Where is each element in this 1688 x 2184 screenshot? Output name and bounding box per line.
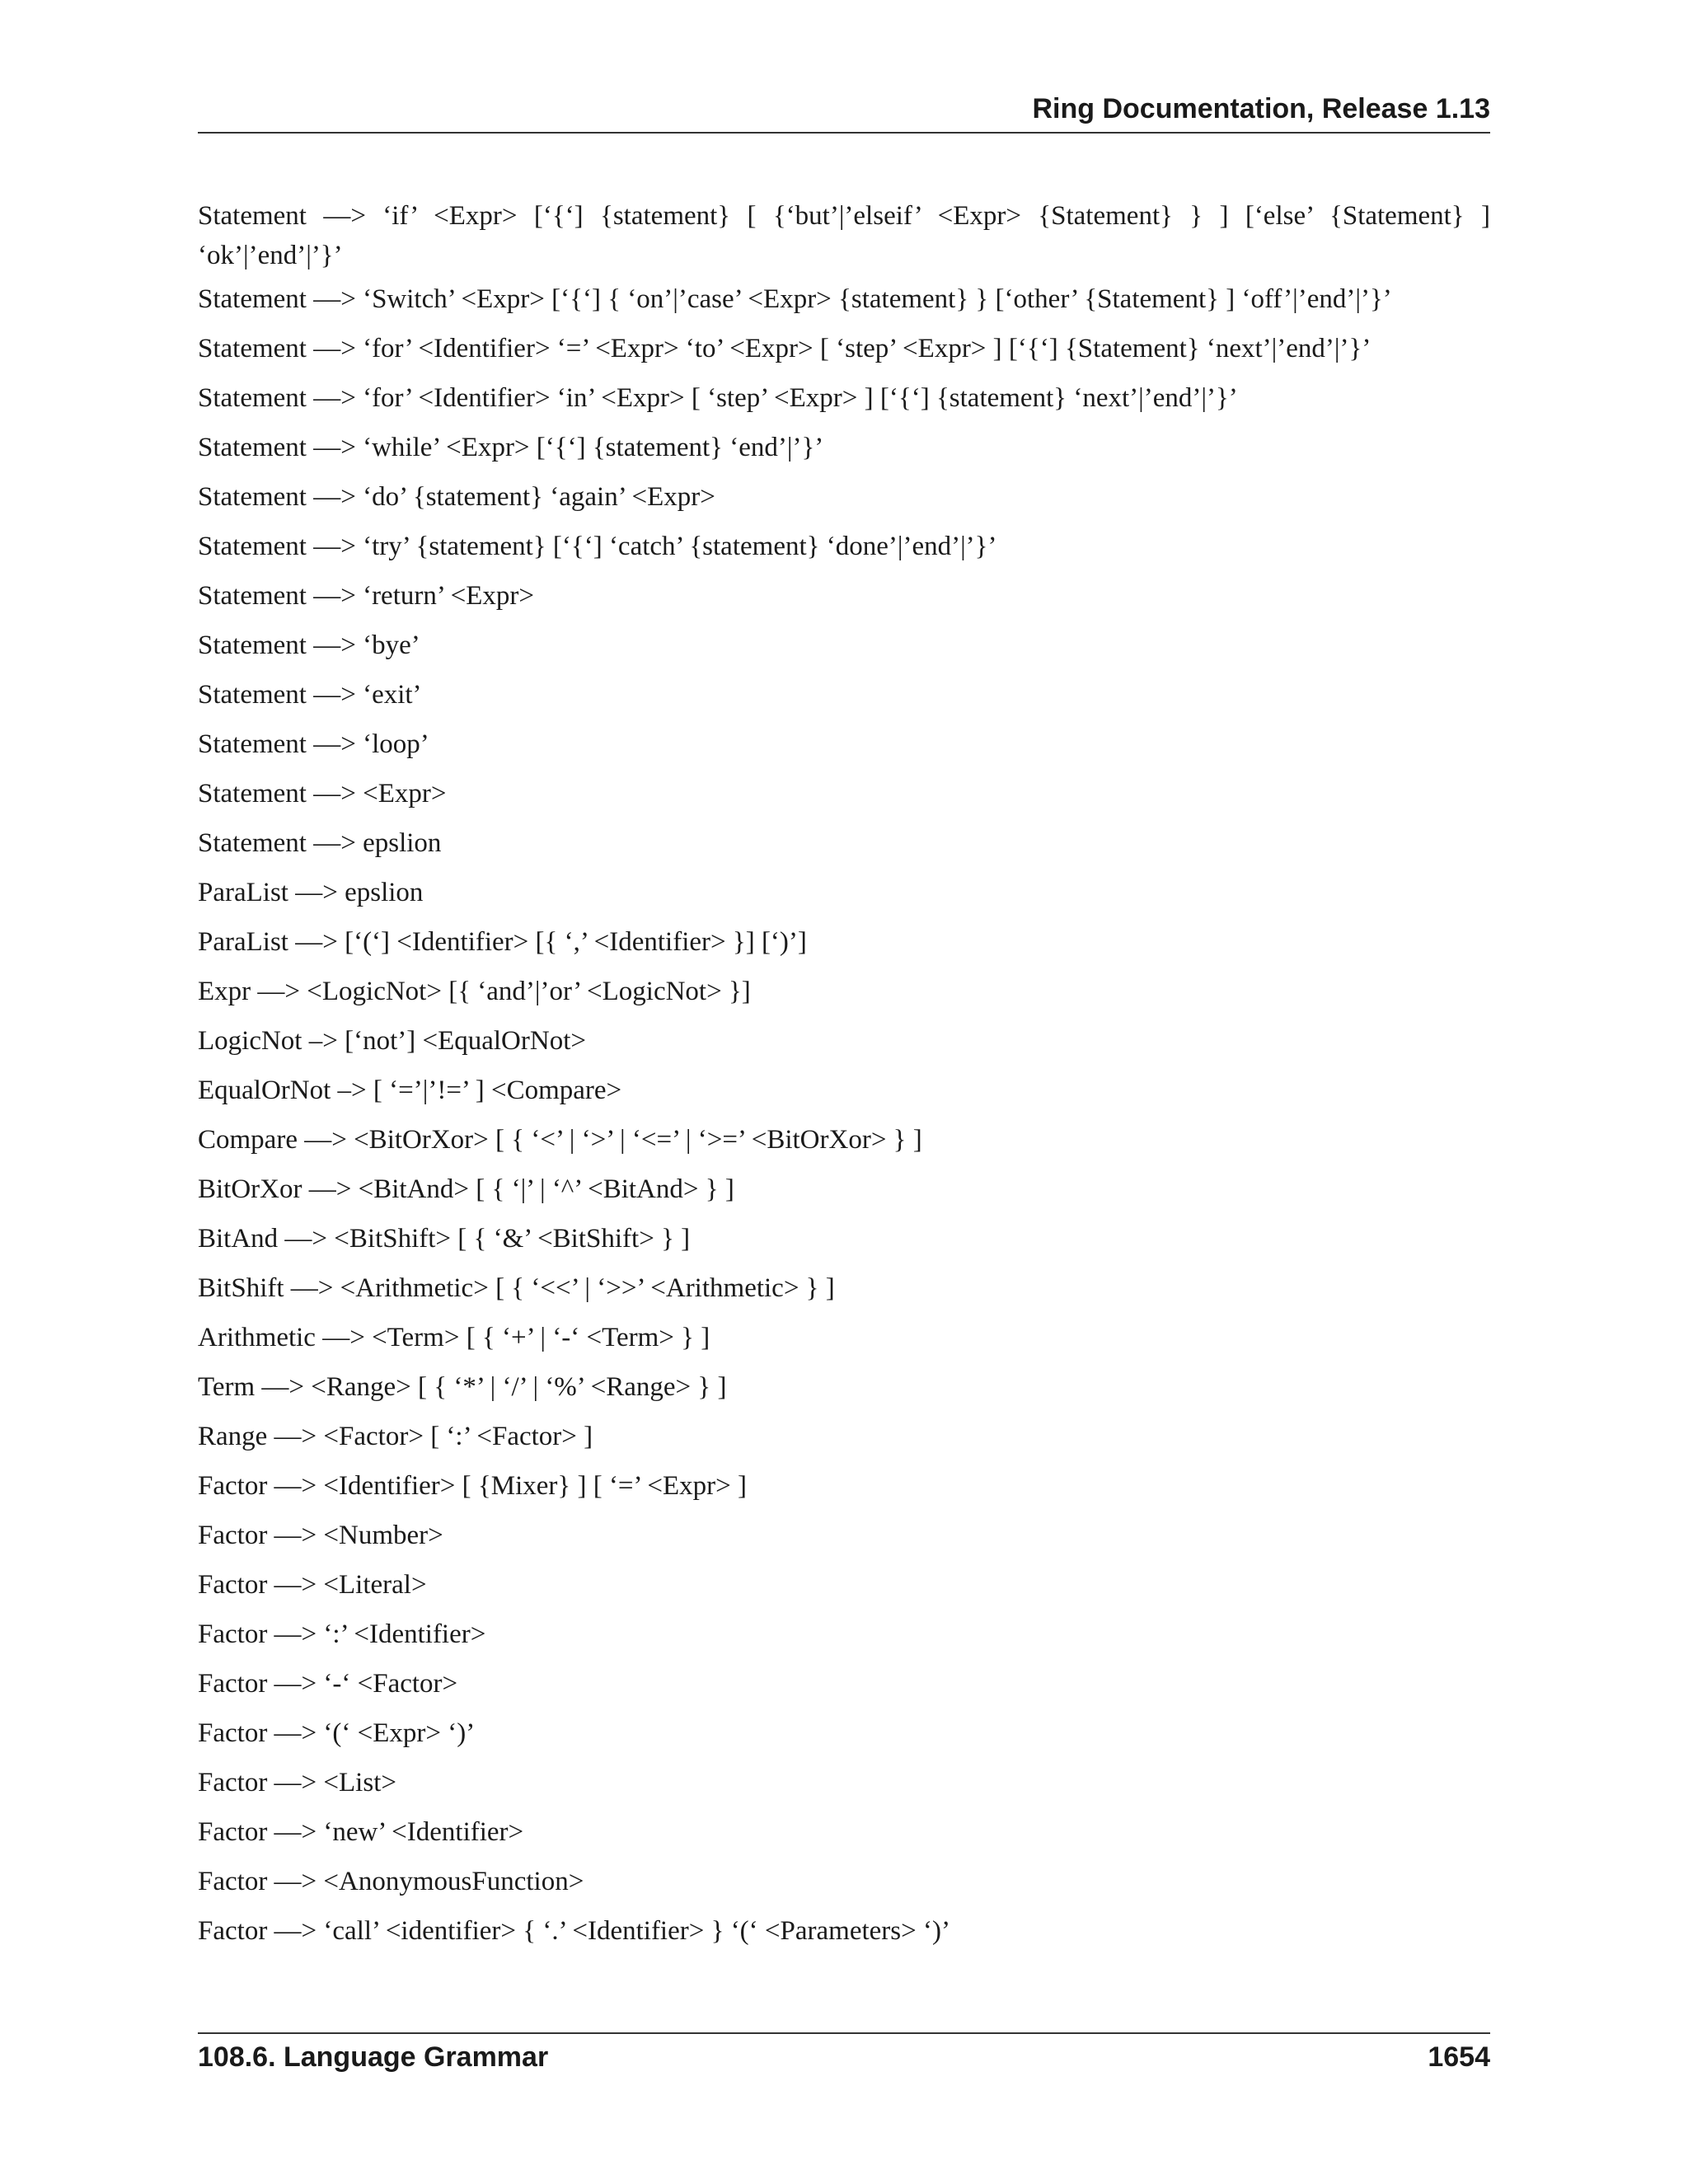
- grammar-rule: Compare —> <BitOrXor> [ { ‘<’ | ‘>’ | ‘<=’ | ‘>=’ <BitOrXor> } ]: [198, 1125, 922, 1155]
- grammar-rule: ParaList —> epslion: [198, 878, 424, 907]
- grammar-rule: Arithmetic —> <Term> [ { ‘+’ | ‘-‘ <Term> } ]: [198, 1323, 710, 1352]
- grammar-rule: Statement —> ‘do’ {statement} ‘again’ <Expr>: [198, 482, 715, 512]
- grammar-rule: Statement —> ‘for’ <Identifier> ‘=’ <Expr> ‘to’ <Expr> [ ‘step’ <Expr> ] [‘{‘] {Statement} ‘next’|’end’|’}’: [198, 334, 1372, 363]
- grammar-rule: Factor —> ‘:’ <Identifier>: [198, 1619, 486, 1649]
- grammar-rule: Statement —> ‘if’ <Expr> [‘{‘] {statement} [ {‘but’|’elseif’ <Expr> {Statement} } ] [‘else’ {Statement} ] ‘ok’|’end’|’}’: [198, 201, 1490, 270]
- grammar-rule: Statement —> ‘for’ <Identifier> ‘in’ <Expr> [ ‘step’ <Expr> ] [‘{‘] {statement} ‘next’|’end’|’}’: [198, 383, 1238, 413]
- page-header: [198, 89, 1490, 134]
- grammar-rule: Factor —> <Literal>: [198, 1570, 427, 1600]
- grammar-rule: Factor —> <AnonymousFunction>: [198, 1867, 584, 1896]
- grammar-rule: Factor —> ‘-‘ <Factor>: [198, 1669, 458, 1699]
- document-title: Ring Documentation, Release 1.13: [1032, 93, 1490, 124]
- grammar-rule: Statement —> ‘exit’: [198, 680, 422, 710]
- grammar-rule: Factor —> ‘call’ <identifier> { ‘.’ <Identifier> } ‘(‘ <Parameters> ‘)’: [198, 1916, 950, 1946]
- grammar-rule: Factor —> ‘new’ <Identifier>: [198, 1817, 524, 1847]
- page-number: 1654: [1428, 2041, 1490, 2073]
- grammar-rule: Statement —> ‘try’ {statement} [‘{‘] ‘catch’ {statement} ‘done’|’end’|’}’: [198, 532, 997, 561]
- grammar-rule: BitOrXor —> <BitAnd> [ { ‘|’ | ‘^’ <BitAnd> } ]: [198, 1174, 734, 1204]
- grammar-rule: Range —> <Factor> [ ‘:’ <Factor> ]: [198, 1422, 593, 1451]
- grammar-rule: Factor —> <Number>: [198, 1521, 443, 1550]
- grammar-rule: BitShift —> <Arithmetic> [ { ‘<<’ | ‘>>’ <Arithmetic> } ]: [198, 1273, 835, 1303]
- grammar-rule: Statement —> ‘while’ <Expr> [‘{‘] {statement} ‘end’|’}’: [198, 433, 824, 462]
- section-title: 108.6. Language Grammar: [198, 2041, 549, 2073]
- page-footer: [198, 2032, 1490, 2080]
- grammar-rule: Factor —> ‘(‘ <Expr> ‘)’: [198, 1718, 476, 1748]
- grammar-rule: Statement —> ‘loop’: [198, 729, 429, 759]
- grammar-rule: Factor —> <List>: [198, 1768, 396, 1797]
- grammar-rule: LogicNot –> [‘not’] <EqualOrNot>: [198, 1026, 586, 1056]
- grammar-rule: Factor —> <Identifier> [ {Mixer} ] [ ‘=’ <Expr> ]: [198, 1471, 747, 1501]
- grammar-rule: Term —> <Range> [ { ‘*’ | ‘/’ | ‘%’ <Range> } ]: [198, 1372, 727, 1402]
- grammar-rule: Expr —> <LogicNot> [{ ‘and’|’or’ <LogicNot> }]: [198, 977, 751, 1006]
- grammar-rule: BitAnd —> <BitShift> [ { ‘&’ <BitShift> } ]: [198, 1224, 691, 1254]
- grammar-rule: Statement —> epslion: [198, 828, 442, 858]
- grammar-rule: Statement —> <Expr>: [198, 779, 447, 808]
- grammar-rule: ParaList —> [‘(‘] <Identifier> [{ ‘,’ <Identifier> }] [‘)’]: [198, 927, 807, 957]
- grammar-rules: [198, 196, 1490, 1960]
- grammar-rule: Statement —> ‘Switch’ <Expr> [‘{‘] { ‘on’|’case’ <Expr> {statement} } [‘other’ {Statement} ] ‘off’|’end’|’}’: [198, 284, 1392, 314]
- grammar-rule: Statement —> ‘return’ <Expr>: [198, 581, 535, 611]
- grammar-rule: Statement —> ‘bye’: [198, 630, 420, 660]
- grammar-rule: EqualOrNot –> [ ‘=’|’!=’ ] <Compare>: [198, 1076, 622, 1105]
